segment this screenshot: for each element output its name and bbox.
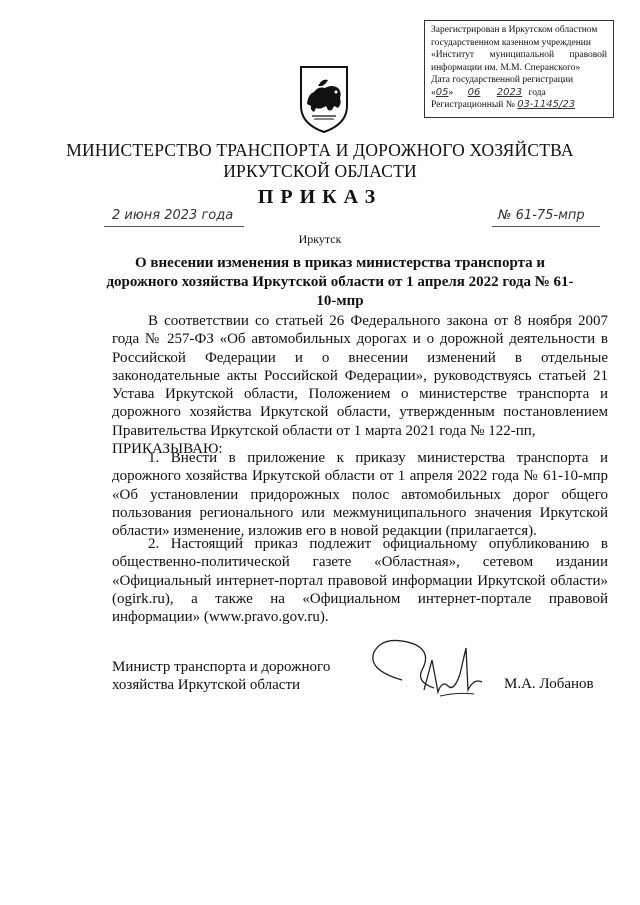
stamp-date-suffix: года	[528, 87, 546, 98]
handwritten-signature	[362, 630, 512, 710]
order-subject: О внесении изменения в приказ министерства транспорта и дорожного хозяйства Иркутской области от 1 апреля 2022 года № 61-10-мпр	[106, 255, 574, 309]
order-number-handwritten: № 61-75-мпр	[498, 208, 585, 223]
stamp-reg	[431, 99, 607, 112]
city-label: Иркутск	[298, 232, 342, 246]
stamp-date-quote-close: »	[448, 87, 454, 98]
date-underline	[104, 226, 244, 227]
order-item-1-text: 1. Внести в приложение к приказу министерства транспорта и дорожного хозяйства Иркутской области от 1 апреля 2022 года № 61-10-мпр «Об установлении придорожных полос автомобильных дорог общего пользования регионального или межмуниципального значения Иркутской области» изменение, изложив его в новой редакции (прилагается).	[112, 450, 608, 540]
signer-name: М.А. Лобанов	[504, 676, 594, 692]
document-type-title: ПРИКАЗ	[257, 186, 383, 208]
stamp-line: Зарегистрирован в Иркутском областном	[431, 25, 598, 35]
stamp-line: информации им. М.М. Сперанского»	[431, 62, 581, 73]
stamp-date-month: 06	[467, 86, 481, 98]
order-item-1	[112, 449, 608, 540]
stamp-date-year: 2023	[496, 86, 523, 98]
stamp-date-quote-open: «	[431, 87, 436, 98]
order-date-handwritten: 2 июня 2023 года	[112, 208, 234, 223]
preamble-text: В соответствии со статьей 26 Федерального закона от 8 ноября 2007 года № 257-ФЗ «Об автомобильных дорогах и о дорожной деятельности в Российской Федерации и о внесении изменений в отдельные законодательные акты Российской Федерации», руководствуясь статьей 21 Устава Иркутской области, Положением о министерстве транспорта и дорожного хозяйства Иркутской области, утвержденным постановлением Правительства Иркутской области от 1 марта 2021 года № 122-пп,	[112, 313, 608, 439]
preamble	[112, 312, 608, 458]
signer-position-line2: хозяйства Иркутской области	[112, 677, 301, 693]
signer-position-line1: Министр транспорта и дорожного	[112, 659, 331, 675]
stamp-date	[431, 87, 607, 100]
stamp-date-day: 05	[435, 86, 449, 98]
stamp-reg-number: 03-1145/23	[517, 99, 576, 110]
ministry-name-line1: МИНИСТЕРСТВО ТРАНСПОРТА И ДОРОЖНОГО ХОЗЯЙСТВА	[66, 140, 574, 160]
stamp-reg-label: Регистрационный №	[431, 100, 515, 110]
stamp-line: «Институт муниципальной правовой	[431, 50, 607, 60]
coat-of-arms-icon	[298, 64, 350, 134]
ministry-name-line2: ИРКУТСКОЙ ОБЛАСТИ	[223, 161, 417, 181]
number-underline	[492, 226, 600, 227]
stamp-line: Дата государственной регистрации	[431, 75, 574, 85]
order-item-2	[112, 535, 608, 626]
order-word: ПРИКАЗЫВАЮ:	[112, 441, 223, 458]
ministry-name	[60, 140, 580, 182]
order-item-2-text: 2. Настоящий приказ подлежит официальному опубликованию в общественно-политической газете «Областная», сетевом издании «Официальный интернет-портал правовой информации Иркутской области» (ogirk.ru), а также на «Официальном интернет-портале правовой информации» (www.pravo.gov.ru).	[112, 536, 608, 626]
signer-position	[112, 658, 330, 694]
stamp-line: государственном казенном учреждении	[431, 37, 591, 48]
registration-stamp	[424, 20, 614, 118]
